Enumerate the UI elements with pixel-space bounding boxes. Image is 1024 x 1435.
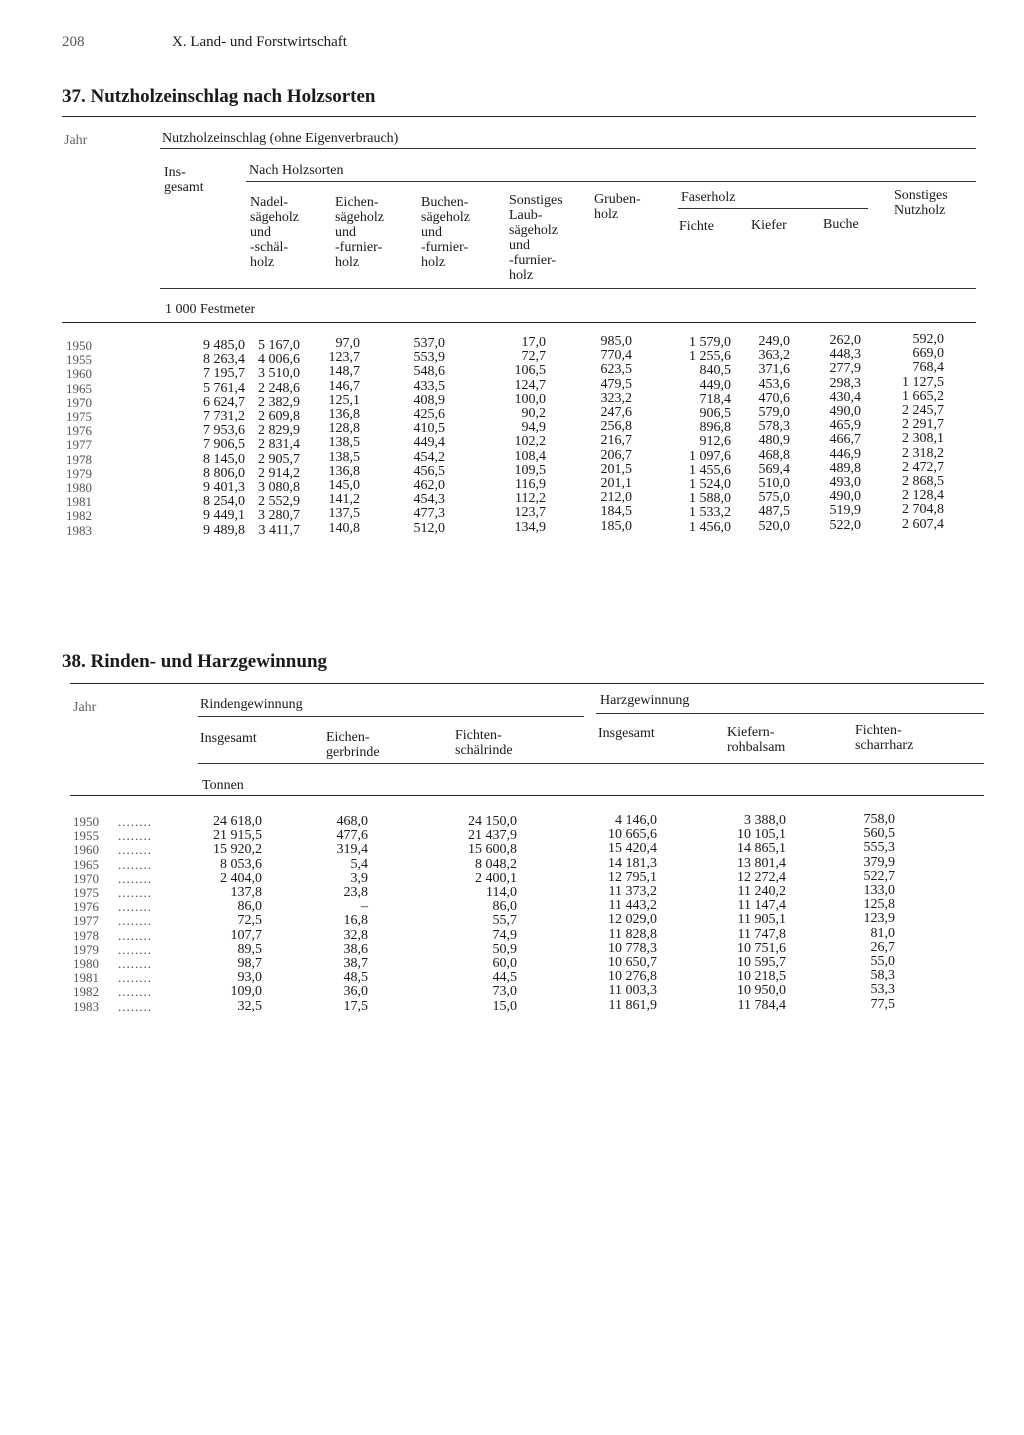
table-cell: 24 150,0 — [468, 814, 517, 829]
table37-top-rule — [62, 116, 976, 117]
year-cell: 1965 — [73, 856, 99, 872]
table-cell: 3 280,7 — [258, 508, 300, 524]
year-cell: 1980 — [73, 956, 99, 971]
table-cell: 2 905,7 — [258, 451, 300, 467]
table-cell: 1 127,5 — [902, 374, 944, 390]
year-cell: 1982 — [73, 984, 99, 1000]
table-cell: 21 437,9 — [468, 828, 517, 844]
running-head: X. Land- und Forstwirtschaft — [172, 34, 347, 50]
table-cell: 2 400,1 — [475, 870, 517, 886]
table-cell: 371,6 — [758, 362, 790, 378]
table-cell: 319,4 — [336, 842, 368, 858]
header-fichtenschaelrinde: Fichten- schälrinde — [455, 728, 513, 758]
table-cell: 58,3 — [870, 968, 895, 984]
year-cell: 1982 — [66, 508, 92, 524]
header-kiefernrohbalsam: Kiefern- rohbalsam — [727, 725, 786, 755]
table-cell: 206,7 — [600, 447, 632, 463]
table-cell: 11 003,3 — [608, 983, 657, 999]
year-cell: 1975 — [66, 409, 92, 424]
table-cell: 16,8 — [343, 913, 368, 929]
table-cell: 11 373,2 — [608, 884, 657, 899]
table-cell: 10 105,1 — [737, 827, 786, 843]
table-cell: 10 778,3 — [608, 940, 657, 956]
table-cell: 1 524,0 — [689, 477, 731, 492]
header-buche: Buche — [823, 217, 859, 232]
table-cell: 114,0 — [486, 885, 517, 900]
table-cell: 11 443,2 — [608, 898, 657, 914]
table-cell: 10 950,0 — [737, 983, 786, 999]
header-kiefer: Kiefer — [751, 218, 787, 233]
table-cell: 3 510,0 — [258, 366, 300, 382]
table-cell: 2 404,0 — [220, 870, 262, 886]
table-cell: 548,6 — [413, 364, 445, 380]
table-cell: 477,6 — [336, 828, 368, 844]
table-cell: 669,0 — [912, 346, 944, 362]
table-cell: 145,0 — [328, 478, 360, 493]
header-buchensaegeholz: Buchen- sägeholz und -furnier- holz — [421, 195, 470, 270]
table-cell: 5,4 — [350, 856, 368, 872]
table-cell: 3,9 — [350, 870, 368, 886]
table-cell: 569,4 — [758, 461, 790, 477]
header-eichensaegeholz: Eichen- sägeholz und -furnier- holz — [335, 195, 384, 270]
table-cell: 15 420,4 — [608, 841, 657, 857]
header-fichtenscharrharz: Fichten- scharrharz — [855, 723, 914, 753]
table-cell: 10 595,7 — [737, 955, 786, 970]
table-cell: 11 747,8 — [737, 926, 786, 942]
year-cell: 1983 — [66, 522, 92, 538]
table-cell: 512,0 — [413, 520, 445, 536]
table-cell: 100,0 — [514, 391, 546, 407]
leader-dots: ........ — [118, 970, 152, 986]
table-cell: 298,3 — [829, 375, 861, 391]
header-fichte: Fichte — [679, 219, 714, 234]
table-cell: 26,7 — [870, 939, 895, 955]
table-cell: 8 254,0 — [203, 494, 245, 510]
year-cell: 1950 — [66, 338, 92, 353]
leader-dots: ........ — [118, 899, 152, 915]
table-cell: 520,0 — [758, 518, 790, 534]
table-cell: 12 272,4 — [737, 869, 786, 885]
table38-harz-header: Harzgewinnung — [600, 693, 690, 708]
table-cell: 323,2 — [600, 390, 632, 406]
table-cell: 1 455,6 — [689, 462, 731, 478]
header-harz-insgesamt: Insgesamt — [598, 726, 655, 741]
table-cell: 1 579,0 — [689, 335, 731, 350]
table-cell: 89,5 — [237, 941, 262, 957]
table-cell: 97,0 — [335, 336, 360, 351]
table-cell: 840,5 — [699, 363, 731, 379]
table-cell: 2 704,8 — [902, 502, 944, 518]
table-cell: 212,0 — [600, 490, 632, 506]
year-cell: 1975 — [73, 885, 99, 900]
table-cell: 13 801,4 — [737, 855, 786, 871]
table-cell: 477,3 — [413, 506, 445, 522]
table-cell: 94,9 — [521, 420, 546, 436]
year-cell: 1976 — [73, 899, 99, 915]
table-cell: 2 914,2 — [258, 465, 300, 481]
table-cell: 9 449,1 — [203, 508, 245, 524]
table-cell: 107,7 — [230, 927, 262, 943]
table-cell: 72,5 — [237, 913, 262, 929]
table-cell: 201,1 — [600, 476, 632, 491]
table-cell: 1 097,6 — [689, 448, 731, 464]
table-cell: 48,5 — [343, 970, 368, 986]
table-cell: 553,9 — [413, 350, 445, 366]
leader-dots: ........ — [118, 885, 152, 900]
table-cell: 3 080,8 — [258, 480, 300, 495]
table-cell: 73,0 — [492, 984, 517, 1000]
table-cell: 10 276,8 — [608, 969, 657, 985]
table-cell: 11 828,8 — [608, 926, 657, 942]
year-cell: 1978 — [73, 927, 99, 943]
header-sonstiges-nutzholz: Sonstiges Nutzholz — [894, 188, 948, 218]
table38-title: 38. Rinden- und Harzgewinnung — [62, 651, 328, 672]
table-cell: 363,2 — [758, 348, 790, 364]
table-cell: 462,0 — [413, 478, 445, 493]
table-cell: 578,3 — [758, 419, 790, 435]
table-cell: 579,0 — [758, 405, 790, 420]
table-cell: 448,3 — [829, 347, 861, 363]
table-cell: 768,4 — [912, 360, 944, 376]
year-cell: 1983 — [73, 998, 99, 1014]
header-nadelsaegeholz: Nadel- sägeholz und -schäl- holz — [250, 195, 299, 270]
table-cell: 138,5 — [328, 449, 360, 465]
table-cell: – — [361, 899, 368, 915]
table-cell: 11 784,4 — [737, 997, 786, 1013]
table-cell: 449,0 — [699, 377, 731, 393]
table-cell: 510,0 — [758, 476, 790, 491]
table-cell: 1 533,2 — [689, 505, 731, 521]
table-cell: 116,9 — [515, 477, 546, 492]
table-cell: 2 472,7 — [902, 459, 944, 475]
table-cell: 3 411,7 — [258, 522, 300, 538]
table-cell: 10 665,6 — [608, 827, 657, 843]
table-cell: 8 263,4 — [203, 352, 245, 368]
leader-dots: ........ — [118, 998, 152, 1014]
table-cell: 1 456,0 — [689, 519, 731, 535]
table-cell: 623,5 — [600, 362, 632, 378]
table-cell: 758,0 — [863, 812, 895, 827]
table-cell: 468,0 — [336, 814, 368, 829]
table-cell: 493,0 — [829, 475, 861, 490]
table-cell: 14 865,1 — [737, 841, 786, 857]
table-cell: 256,8 — [600, 419, 632, 435]
table-cell: 7 953,6 — [203, 423, 245, 439]
table-cell: 522,0 — [829, 517, 861, 533]
table-cell: 453,6 — [758, 376, 790, 392]
table-cell: 1 588,0 — [689, 491, 731, 507]
table-cell: 136,8 — [328, 407, 360, 422]
table-cell: 519,9 — [829, 503, 861, 519]
table-cell: 123,9 — [863, 911, 895, 927]
table37-header-bottom-rule — [62, 322, 976, 323]
table-cell: 522,7 — [863, 868, 895, 884]
table-cell: 123,7 — [328, 350, 360, 366]
table-cell: 9 485,0 — [203, 338, 245, 353]
table-cell: 109,5 — [514, 462, 546, 478]
table-cell: 433,5 — [413, 378, 445, 394]
table38-unit: Tonnen — [202, 778, 244, 793]
table-cell: 9 489,8 — [203, 522, 245, 538]
table-cell: 74,9 — [492, 927, 517, 943]
table-cell: 137,8 — [230, 885, 262, 900]
table37-year-header: Jahr — [64, 133, 88, 148]
table-cell: 262,0 — [829, 333, 861, 348]
table-cell: 6 624,7 — [203, 394, 245, 410]
table-cell: 11 905,1 — [737, 912, 786, 928]
year-cell: 1955 — [66, 352, 92, 368]
year-cell: 1977 — [66, 437, 92, 453]
table-cell: 36,0 — [343, 984, 368, 1000]
year-cell: 1981 — [66, 494, 92, 510]
table38-top-rule — [70, 683, 984, 684]
table-cell: 148,7 — [328, 364, 360, 380]
table-cell: 425,6 — [413, 407, 445, 422]
table-cell: 11 240,2 — [737, 884, 786, 899]
table-cell: 479,5 — [600, 376, 632, 392]
year-cell: 1970 — [66, 394, 92, 410]
leader-dots: ........ — [118, 956, 152, 971]
table-cell: 11 147,4 — [737, 898, 786, 914]
table-cell: 32,5 — [237, 998, 262, 1014]
table-cell: 125,1 — [328, 392, 360, 408]
table-cell: 8 145,0 — [203, 451, 245, 467]
table-cell: 140,8 — [328, 520, 360, 536]
table-cell: 2 607,4 — [902, 516, 944, 532]
table-cell: 560,5 — [863, 826, 895, 842]
table-cell: 21 915,5 — [213, 828, 262, 844]
table-cell: 3 388,0 — [744, 813, 786, 828]
table-cell: 50,9 — [492, 941, 517, 957]
year-cell: 1978 — [66, 451, 92, 467]
year-cell: 1979 — [73, 941, 99, 957]
leader-dots: ........ — [118, 927, 152, 943]
table-cell: 15 920,2 — [213, 842, 262, 858]
table-cell: 2 609,8 — [258, 409, 300, 424]
table-cell: 410,5 — [413, 421, 445, 437]
table-cell: 487,5 — [758, 504, 790, 520]
table-cell: 12 795,1 — [608, 869, 657, 885]
table-cell: 446,9 — [829, 446, 861, 462]
table-cell: 8 053,6 — [220, 856, 262, 872]
leader-dots: ........ — [118, 870, 152, 886]
table-cell: 490,0 — [829, 489, 861, 505]
table-cell: 468,8 — [758, 447, 790, 463]
table-cell: 112,2 — [515, 491, 546, 507]
table-cell: 86,0 — [492, 899, 517, 915]
table-cell: 17,0 — [521, 335, 546, 350]
table-cell: 277,9 — [829, 361, 861, 377]
table-cell: 2 128,4 — [902, 488, 944, 504]
table-cell: 2 382,9 — [258, 394, 300, 410]
table-cell: 5 167,0 — [258, 338, 300, 353]
table-cell: 17,5 — [343, 998, 368, 1014]
table-cell: 249,0 — [758, 334, 790, 349]
table-cell: 72,7 — [521, 349, 546, 365]
table-cell: 2 245,7 — [902, 403, 944, 418]
table-cell: 146,7 — [328, 378, 360, 394]
table-cell: 15,0 — [492, 998, 517, 1014]
table-cell: 201,5 — [600, 461, 632, 477]
leader-dots: ........ — [118, 984, 152, 1000]
table-cell: 77,5 — [870, 996, 895, 1012]
table-cell: 575,0 — [758, 490, 790, 506]
table-cell: 906,5 — [699, 406, 731, 421]
table-cell: 23,8 — [343, 885, 368, 900]
table37-unit: 1 000 Festmeter — [165, 302, 256, 317]
leader-dots: ........ — [118, 856, 152, 872]
table37-title: 37. Nutzholzeinschlag nach Holzsorten — [62, 86, 376, 107]
table-cell: 912,6 — [699, 434, 731, 450]
table-cell: 555,3 — [863, 840, 895, 856]
table38-rinden-header: Rindengewinnung — [200, 697, 303, 712]
table-cell: 9 401,3 — [203, 480, 245, 495]
table-cell: 466,7 — [829, 432, 861, 448]
table-cell: 10 650,7 — [608, 955, 657, 970]
table-cell: 8 806,0 — [203, 465, 245, 481]
table-cell: 185,0 — [600, 518, 632, 534]
table-cell: 480,9 — [758, 433, 790, 449]
table-cell: 90,2 — [521, 406, 546, 421]
table-cell: 125,8 — [863, 897, 895, 913]
year-cell: 1979 — [66, 465, 92, 481]
table-cell: 2 318,2 — [902, 445, 944, 461]
table-cell: 985,0 — [600, 334, 632, 349]
table-cell: 93,0 — [237, 970, 262, 986]
table-cell: 10 751,6 — [737, 940, 786, 956]
table-cell: 7 906,5 — [203, 437, 245, 453]
table-cell: 379,9 — [863, 854, 895, 870]
year-cell: 1976 — [66, 423, 92, 439]
table-cell: 2 552,9 — [258, 494, 300, 510]
table-cell: 2 868,5 — [902, 474, 944, 489]
table-cell: 430,4 — [829, 389, 861, 405]
header-faserholz: Faserholz — [681, 190, 736, 205]
table-cell: 133,0 — [863, 883, 895, 898]
table37-total-header: Ins- gesamt — [164, 165, 204, 195]
table-cell: 141,2 — [328, 492, 360, 508]
table-cell: 137,5 — [328, 506, 360, 522]
table-cell: 60,0 — [492, 956, 517, 971]
table-cell: 98,7 — [237, 956, 262, 971]
leader-dots: ........ — [118, 913, 152, 929]
table37-group-header: Nutzholzeinschlag (ohne Eigenverbrauch) — [162, 131, 399, 146]
table-cell: 456,5 — [413, 463, 445, 479]
table-cell: 124,7 — [514, 377, 546, 393]
table-cell: 7 731,2 — [203, 409, 245, 424]
table-cell: 2 291,7 — [902, 417, 944, 433]
table-cell: 108,4 — [514, 448, 546, 464]
table-cell: 2 829,9 — [258, 423, 300, 439]
year-cell: 1950 — [73, 814, 99, 829]
table-cell: 592,0 — [912, 332, 944, 347]
table-cell: 24 618,0 — [213, 814, 262, 829]
table-cell: 134,9 — [514, 519, 546, 535]
year-cell: 1955 — [73, 828, 99, 844]
year-cell: 1981 — [73, 970, 99, 986]
table-cell: 128,8 — [328, 421, 360, 437]
table-cell: 44,5 — [492, 970, 517, 986]
table-cell: 10 218,5 — [737, 969, 786, 985]
table-cell: 55,7 — [492, 913, 517, 929]
header-grubenholz: Gruben- holz — [594, 192, 641, 222]
year-cell: 1970 — [73, 870, 99, 886]
table-cell: 470,6 — [758, 390, 790, 406]
table-cell: 12 029,0 — [608, 912, 657, 928]
page-number: 208 — [62, 34, 85, 50]
table-cell: 4 006,6 — [258, 352, 300, 368]
table-cell: 770,4 — [600, 348, 632, 364]
table-cell: 138,5 — [328, 435, 360, 451]
table-cell: 136,8 — [328, 463, 360, 479]
table-cell: 7 195,7 — [203, 366, 245, 382]
table-cell: 184,5 — [600, 504, 632, 520]
table-cell: 1 255,6 — [689, 349, 731, 365]
table-cell: 102,2 — [514, 434, 546, 450]
table-cell: 489,8 — [829, 460, 861, 476]
leader-dots: ........ — [118, 828, 152, 844]
table-cell: 490,0 — [829, 404, 861, 419]
table-cell: 216,7 — [600, 433, 632, 449]
table38-header-bottom-rule — [70, 795, 984, 796]
table-cell: 109,0 — [230, 984, 262, 1000]
table-cell: 454,2 — [413, 449, 445, 465]
table-cell: 465,9 — [829, 418, 861, 434]
header-rinden-insgesamt: Insgesamt — [200, 731, 257, 746]
table-cell: 38,7 — [343, 956, 368, 971]
table-cell: 2 308,1 — [902, 431, 944, 447]
table-cell: 537,0 — [413, 336, 445, 351]
table-cell: 38,6 — [343, 941, 368, 957]
year-cell: 1980 — [66, 480, 92, 495]
table-cell: 123,7 — [514, 505, 546, 521]
table-cell: 55,0 — [870, 954, 895, 969]
year-cell: 1977 — [73, 913, 99, 929]
table-cell: 408,9 — [413, 392, 445, 408]
year-cell: 1965 — [66, 380, 92, 396]
table-cell: 1 665,2 — [902, 388, 944, 404]
year-cell: 1960 — [73, 842, 99, 858]
table-cell: 896,8 — [699, 420, 731, 436]
table-cell: 81,0 — [870, 925, 895, 941]
year-cell: 1960 — [66, 366, 92, 382]
table-cell: 86,0 — [237, 899, 262, 915]
table-cell: 32,8 — [343, 927, 368, 943]
table-cell: 15 600,8 — [468, 842, 517, 858]
table-cell: 14 181,3 — [608, 855, 657, 871]
table-cell: 106,5 — [514, 363, 546, 379]
leader-dots: ........ — [118, 814, 152, 829]
table-cell: 454,3 — [413, 492, 445, 508]
header-sonstiges-laubholz: Sonstiges Laub- sägeholz und -furnier- holz — [509, 193, 563, 283]
table-cell: 2 831,4 — [258, 437, 300, 453]
table-cell: 247,6 — [600, 405, 632, 420]
table-cell: 5 761,4 — [203, 380, 245, 396]
table-cell: 4 146,0 — [615, 813, 657, 828]
table-cell: 2 248,6 — [258, 380, 300, 396]
table-cell: 449,4 — [413, 435, 445, 451]
table38-year-header: Jahr — [73, 700, 97, 715]
table-cell: 718,4 — [699, 391, 731, 407]
table-cell: 8 048,2 — [475, 856, 517, 872]
table37-subgroup-header: Nach Holzsorten — [249, 163, 344, 178]
leader-dots: ........ — [118, 842, 152, 858]
header-eichengerbrinde: Eichen- gerbrinde — [326, 730, 380, 760]
leader-dots: ........ — [118, 941, 152, 957]
table-cell: 11 861,9 — [608, 997, 657, 1013]
table-cell: 53,3 — [870, 982, 895, 998]
